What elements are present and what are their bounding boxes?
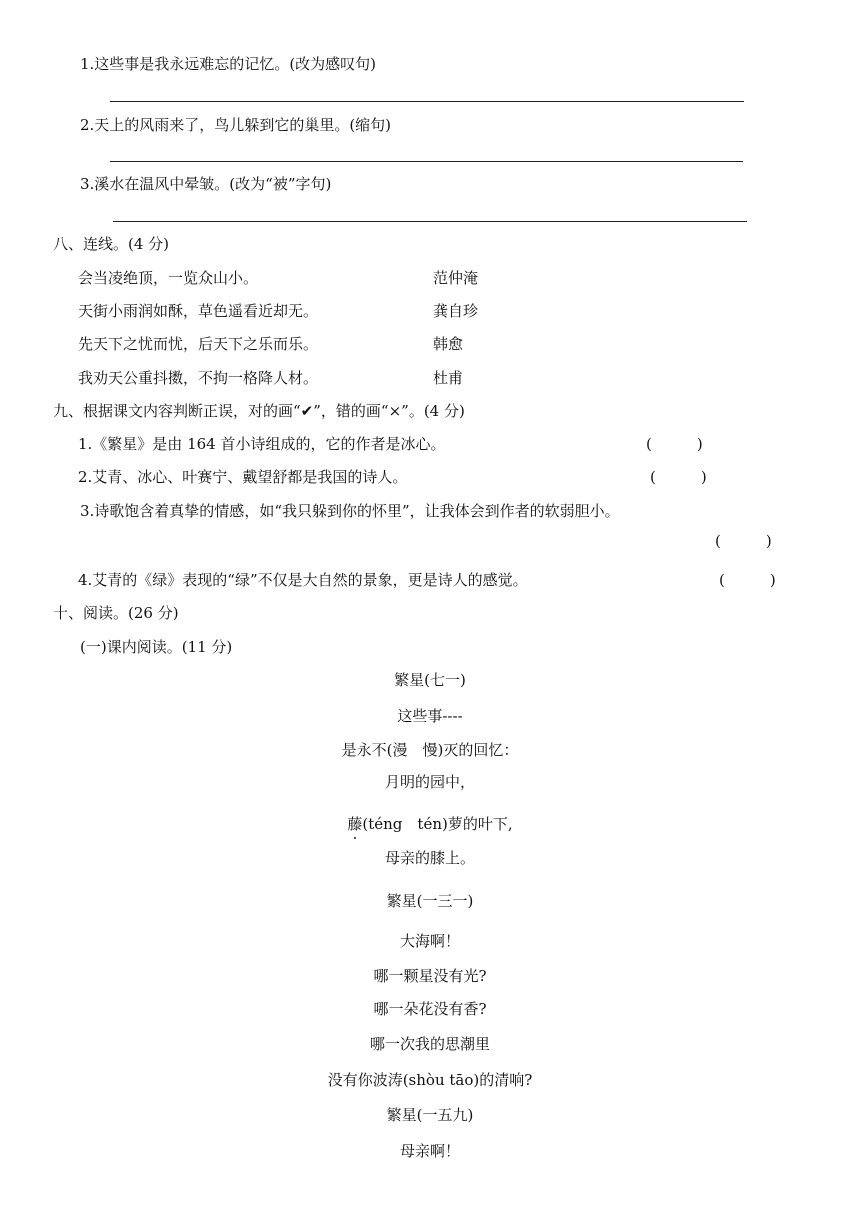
emphasis-char: 藤 <box>347 815 363 833</box>
question-9-2: 2.艾青、冰心、叶赛宁、戴望舒都是我国的诗人。 <box>78 468 408 486</box>
author-name: 韩愈 <box>433 335 464 353</box>
poem-title: 繁星(一五九) <box>386 1106 474 1124</box>
answer-paren[interactable]: ( ) <box>719 571 776 589</box>
answer-paren[interactable]: ( ) <box>646 435 703 453</box>
answer-line[interactable] <box>110 101 744 102</box>
poem-title: 繁星(一三一) <box>386 892 474 910</box>
question-9-1: 1.《繁星》是由 164 首小诗组成的，它的作者是冰心。 <box>78 435 446 453</box>
poem-line: 月明的园中， <box>384 773 475 791</box>
poem-line: 这些事---- <box>397 707 463 725</box>
section-9-title: 九、根据课文内容判断正误，对的画“✔”，错的画“×”。(4 分) <box>53 402 465 420</box>
author-name: 杜甫 <box>433 369 464 387</box>
author-name: 范仲淹 <box>433 269 479 287</box>
question-7-1: 1.这些事是我永远难忘的记忆。(改为感叹句) <box>80 55 377 73</box>
poem-line: 会当凌绝顶，一览众山小。 <box>78 269 259 287</box>
poem-line: 哪一颗星没有光? <box>373 967 487 985</box>
poem-line: 没有你波涛(shòu tāo)的清响? <box>327 1071 533 1089</box>
poem-line: 哪一次我的思潮里 <box>369 1035 490 1053</box>
author-name: 龚自珍 <box>433 302 479 320</box>
answer-paren[interactable]: ( ) <box>650 468 707 486</box>
poem-line: 我劝天公重抖擞，不拘一格降人材。 <box>78 369 319 387</box>
question-9-3: 3.诗歌饱含着真挚的情感，如“我只躲到你的怀里”，让我体会到作者的软弱胆小。 <box>80 502 620 520</box>
question-9-4: 4.艾青的《绿》表现的“绿”不仅是大自然的景象，更是诗人的感觉。 <box>78 571 528 589</box>
question-7-3: 3.溪水在温风中晕皱。(改为“被”字句) <box>80 175 332 193</box>
poem-title: 繁星(七一) <box>394 671 466 689</box>
poem-line <box>0 814 860 834</box>
poem-line: 是永不(漫 慢)灭的回忆： <box>341 741 519 759</box>
poem-line: 母亲啊！ <box>399 1142 460 1160</box>
section-10-title: 十、阅读。(26 分) <box>53 604 179 622</box>
pinyin-choice: (téng tén)萝的叶下, <box>362 815 513 833</box>
poem-line: 母亲的膝上。 <box>384 849 475 867</box>
poem-line: 先天下之忧而忧，后天下之乐而乐。 <box>78 335 319 353</box>
poem-line: 哪一朵花没有香? <box>373 1000 487 1018</box>
answer-line[interactable] <box>110 161 743 162</box>
poem-line: 大海啊！ <box>399 932 460 950</box>
answer-paren[interactable]: ( ) <box>715 532 772 550</box>
section-8-title: 八、连线。(4 分) <box>53 235 170 253</box>
question-7-2: 2.天上的风雨来了，鸟儿躲到它的巢里。(缩句) <box>80 116 392 134</box>
subsection-title: (一)课内阅读。(11 分) <box>80 638 233 656</box>
answer-line[interactable] <box>113 221 747 222</box>
poem-line: 天街小雨润如酥，草色遥看近却无。 <box>78 302 319 320</box>
